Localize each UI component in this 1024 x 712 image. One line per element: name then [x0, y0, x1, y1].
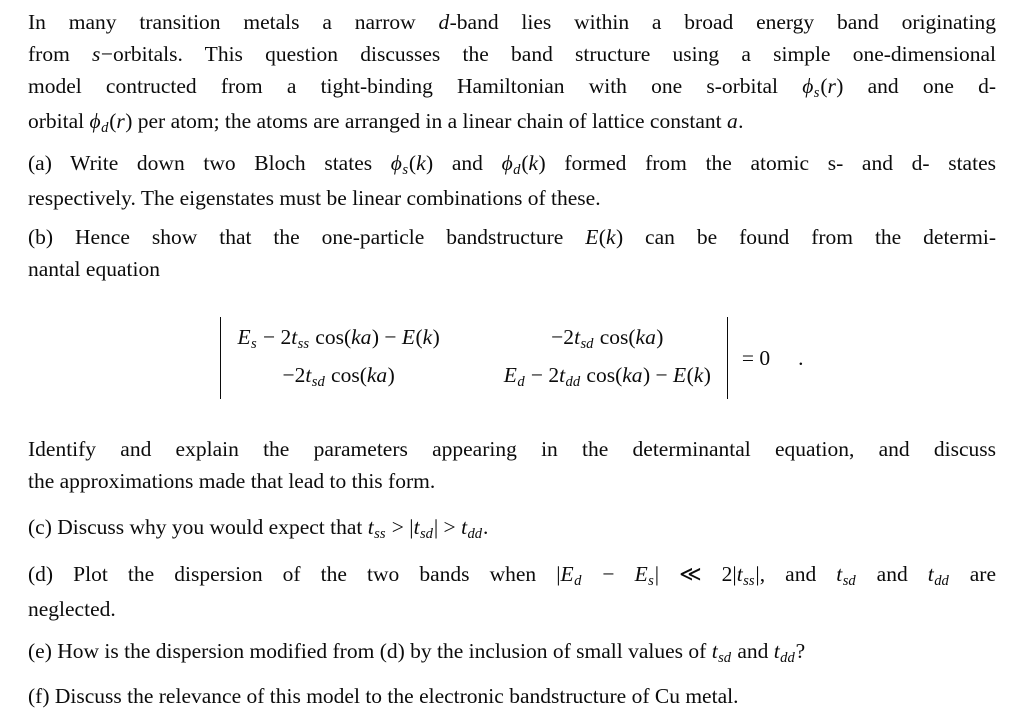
- text-run: (d) Plot the dispersion of the two bands when |: [28, 562, 561, 586]
- text-run: respectively. The eigenstates must be linear combinations of these.: [28, 186, 601, 210]
- part-b-paragraph: [28, 221, 996, 285]
- text-line: [28, 105, 996, 140]
- math-variable: ka: [351, 325, 372, 349]
- math-subscript: ss: [374, 526, 386, 543]
- text-run: neglected.: [28, 597, 116, 621]
- math-subscript: s: [648, 573, 654, 590]
- math-variable: t: [574, 325, 581, 349]
- text-run: cos(: [594, 325, 636, 349]
- text-run: from: [28, 42, 93, 66]
- intro-paragraph: [28, 6, 996, 140]
- math-variable: s: [92, 42, 101, 66]
- determinant-equation: [28, 315, 996, 401]
- math-subscript: sd: [718, 650, 732, 667]
- text-run: − 2: [525, 363, 560, 387]
- text-run: (: [521, 151, 529, 175]
- math-subscript: dd: [467, 526, 483, 543]
- math-subscript: ss: [297, 336, 310, 353]
- part-f-paragraph: [28, 680, 996, 712]
- text-line: [28, 221, 996, 253]
- text-run: and: [731, 639, 774, 663]
- math-variable: E: [237, 325, 251, 349]
- math-variable: t: [736, 562, 743, 586]
- math-variable: k: [528, 151, 539, 175]
- math-subscript: dd: [565, 374, 581, 391]
- math-subscript: sd: [311, 374, 325, 391]
- text-run: cos(: [325, 363, 367, 387]
- determinant-right-bar: [727, 317, 728, 399]
- determinant-matrix: [221, 315, 726, 401]
- text-run: -band lies within a broad energy band originating: [449, 10, 996, 34]
- equation-period: .: [798, 346, 804, 370]
- part-e-paragraph: [28, 635, 996, 670]
- math-variable: ϕ: [390, 151, 402, 175]
- text-run: (: [408, 151, 417, 175]
- math-subscript: s: [251, 336, 257, 353]
- text-line: [28, 433, 996, 465]
- math-variable: t: [711, 639, 718, 663]
- text-run: −: [582, 562, 635, 586]
- math-variable: E: [503, 363, 517, 387]
- math-variable: E: [560, 562, 574, 586]
- text-run: > |: [386, 515, 414, 539]
- text-run: ) and: [426, 151, 502, 175]
- text-run: | ≪ 2|: [654, 562, 737, 586]
- text-line: [28, 147, 996, 182]
- math-variable: k: [416, 151, 426, 175]
- math-variable: t: [773, 639, 780, 663]
- text-line: [28, 253, 996, 285]
- math-subscript: s: [402, 162, 409, 179]
- text-run: ) and one d-: [836, 74, 997, 98]
- math-subscript: dd: [934, 573, 949, 590]
- math-variable: t: [413, 515, 420, 539]
- part-d-paragraph: [28, 558, 996, 625]
- matrix-cell-r2c2: [504, 359, 711, 395]
- text-run: the approximations made that lead to this form.: [28, 469, 436, 493]
- text-run: −orbitals. This question discusses the band structure using a simple one-dimensional: [100, 42, 997, 66]
- text-run: (e) How is the dispersion modified from (d) by the inclusion of small values of: [28, 639, 712, 663]
- text-line: [28, 511, 996, 546]
- text-run: ) −: [371, 325, 402, 349]
- matrix-cell-r2c1: [282, 359, 394, 395]
- math-variable: t: [367, 515, 374, 539]
- math-variable: t: [461, 515, 468, 539]
- text-run: ): [387, 363, 395, 387]
- text-run: cos(: [309, 325, 352, 349]
- identify-paragraph: [28, 433, 996, 497]
- text-run: ): [432, 325, 440, 349]
- math-variable: t: [305, 363, 312, 387]
- math-variable: a: [726, 109, 738, 133]
- text-line: [28, 465, 996, 497]
- math-variable: ϕ: [501, 151, 513, 175]
- text-run: (f) Discuss the relevance of this model to the electronic bandstructure of Cu metal.: [28, 684, 739, 708]
- text-run: (: [598, 225, 606, 249]
- math-variable: ka: [635, 325, 656, 349]
- text-run: −2: [551, 325, 575, 349]
- equation-rhs: [742, 342, 770, 374]
- text-run: .: [482, 515, 489, 539]
- text-run: ) per atom; the atoms are arranged in a linear chain of lattice constant: [125, 109, 727, 133]
- math-subscript: d: [574, 573, 582, 590]
- text-run: ): [703, 363, 711, 387]
- math-subscript: d: [517, 374, 525, 391]
- matrix-cell-r1c1: [237, 321, 439, 357]
- text-run: (: [415, 325, 423, 349]
- text-run: ) formed from the atomic s- and d- states: [538, 151, 996, 175]
- text-run: = 0: [741, 346, 771, 370]
- math-variable: t: [559, 363, 566, 387]
- text-run: orbital: [28, 109, 90, 133]
- text-line: [28, 70, 996, 105]
- math-subscript: d: [513, 162, 521, 179]
- math-variable: t: [927, 562, 934, 586]
- text-run: (c) Discuss why you would expect that: [28, 515, 368, 539]
- text-line: [28, 38, 996, 70]
- text-run: (: [109, 109, 117, 133]
- text-run: ?: [795, 639, 806, 663]
- text-run: −2: [282, 363, 306, 387]
- math-variable: E: [634, 562, 648, 586]
- text-line: [28, 635, 996, 670]
- text-run: are: [949, 562, 996, 586]
- equation-row: [220, 315, 803, 401]
- math-variable: E: [401, 325, 416, 349]
- math-variable: t: [836, 562, 843, 586]
- math-subscript: d: [101, 120, 109, 137]
- text-line: [28, 680, 996, 712]
- text-run: | >: [433, 515, 462, 539]
- text-run: (b) Hence show that the one-particle bandstructure: [28, 225, 586, 249]
- math-variable: d: [438, 10, 450, 34]
- text-line: [28, 6, 996, 38]
- part-a-paragraph: [28, 147, 996, 214]
- text-run: In many transition metals a narrow: [28, 10, 439, 34]
- text-run: model contructed from a tight-binding Hamiltonian with one s-orbital: [28, 74, 803, 98]
- math-variable: E: [673, 363, 687, 387]
- text-run: ) −: [642, 363, 673, 387]
- text-line: [28, 558, 996, 593]
- math-variable: k: [605, 225, 616, 249]
- text-run: (: [820, 74, 828, 98]
- text-run: ) can be found from the determi-: [615, 225, 996, 249]
- math-subscript: sd: [842, 573, 856, 590]
- math-subscript: sd: [580, 336, 594, 353]
- math-variable: t: [291, 325, 298, 349]
- text-line: [28, 593, 996, 625]
- text-run: − 2: [257, 325, 292, 349]
- math-variable: r: [827, 74, 836, 98]
- text-run: .: [738, 109, 744, 133]
- text-run: |, and: [755, 562, 837, 586]
- text-run: cos(: [581, 363, 623, 387]
- math-variable: ka: [622, 363, 643, 387]
- text-line: [28, 182, 996, 214]
- text-run: Identify and explain the parameters appearing in the determinantal equation, and discuss: [28, 437, 996, 461]
- text-run: (: [686, 363, 694, 387]
- text-run: nantal equation: [28, 257, 160, 281]
- text-run: and: [856, 562, 928, 586]
- math-variable: r: [116, 109, 125, 133]
- math-subscript: s: [813, 85, 820, 102]
- part-c-paragraph: [28, 511, 996, 546]
- math-variable: ka: [366, 363, 388, 387]
- text-run: (a) Write down two Bloch states: [28, 151, 391, 175]
- math-subscript: ss: [743, 573, 755, 590]
- math-variable: ϕ: [802, 74, 814, 98]
- math-variable: k: [422, 325, 433, 349]
- text-run: ): [656, 325, 664, 349]
- matrix-cell-r1c2: [551, 321, 663, 357]
- math-variable: k: [693, 363, 704, 387]
- math-subscript: dd: [780, 650, 795, 667]
- math-variable: E: [585, 225, 599, 249]
- math-subscript: sd: [420, 526, 433, 543]
- math-variable: ϕ: [89, 109, 101, 133]
